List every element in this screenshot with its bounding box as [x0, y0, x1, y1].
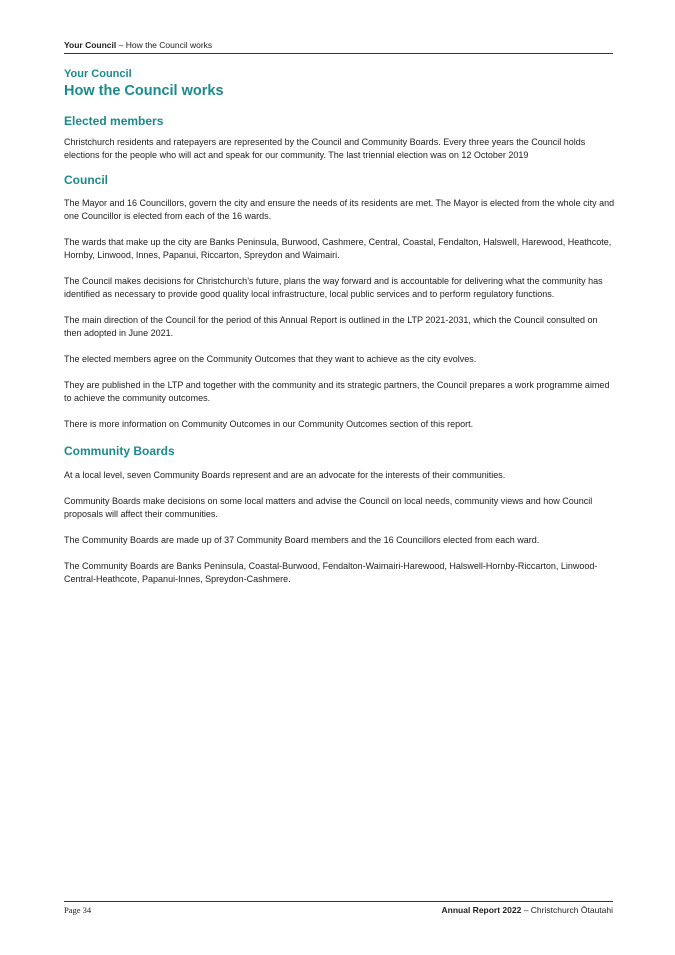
heading-community-boards: Community Boards: [64, 444, 175, 458]
page-kicker: Your Council: [64, 68, 132, 80]
running-header: [64, 40, 613, 54]
paragraph-council-3: The Council makes decisions for Christchurch’s future, plans the way forward and is accountable for delivering what the community has identified as necessary to provide good quality local infrastructure, local public services and to perform regulatory functions.: [64, 276, 603, 299]
footer-separator: –: [521, 905, 531, 915]
paragraph-boards-3: The Community Boards are made up of 37 Community Board members and the 16 Councillors elected from each ward.: [64, 535, 540, 545]
heading-elected-members: Elected members: [64, 114, 164, 128]
paragraph-council-1: The Mayor and 16 Councillors, govern the city and ensure the needs of its residents are met. The Mayor is elected from the whole city and one Councillor is elected from each of the 16 wards.: [64, 198, 615, 221]
paragraph-council-2: The wards that make up the city are Banks Peninsula, Burwood, Cashmere, Central, Coastal, Fendalton, Halswell, Harewood, Heathcote, Hornby, Linwood, Innes, Papanui, Riccarton, Spreydon and Waimairi.: [64, 237, 612, 260]
heading-council: Council: [64, 173, 108, 187]
paragraph-council-6: They are published in the LTP and together with the community and its strategic partners, the Council prepares a work programme aimed to achieve the community outcomes.: [64, 380, 610, 403]
paragraph-council-5: The elected members agree on the Community Outcomes that they want to achieve as the city evolves.: [64, 354, 477, 364]
page-number: Page 34: [64, 905, 92, 915]
paragraph-boards-1: At a local level, seven Community Boards represent and are an advocate for the interests of their communities.: [64, 470, 506, 480]
footer-report-title: Annual Report 2022: [441, 905, 522, 915]
header-section: Your Council: [64, 40, 117, 50]
footer-report-info: [442, 905, 613, 916]
paragraph-council-7: There is more information on Community Outcomes in our Community Outcomes section of this report.: [64, 419, 474, 429]
page-title: How the Council works: [64, 83, 224, 99]
header-separator: –: [116, 40, 126, 50]
paragraph-boards-2: Community Boards make decisions on some local matters and advise the Council on local needs, community views and how Council proposals will affect their communities.: [64, 496, 593, 519]
running-footer: [64, 901, 613, 916]
header-subsection: How the Council works: [125, 40, 213, 50]
paragraph-council-4: The main direction of the Council for the period of this Annual Report is outlined in the LTP 2021-2031, which the Council consulted on then adopted in June 2021.: [64, 315, 598, 338]
footer-organisation: Christchurch Ōtautahi: [530, 905, 613, 915]
page-content: [64, 67, 616, 586]
paragraph-elected-1: Christchurch residents and ratepayers are represented by the Council and Community Boards. Every three years the Council holds elections for the people who will act and speak for our community. The last triennial election was on 12 October 2019: [64, 137, 586, 160]
paragraph-boards-4: The Community Boards are Banks Peninsula, Coastal-Burwood, Fendalton-Waimairi-Harewood, Halswell-Hornby-Riccarton, Linwood-Central-Heathcote, Papanui-Innes, Spreydon-Cashmere.: [64, 561, 598, 584]
